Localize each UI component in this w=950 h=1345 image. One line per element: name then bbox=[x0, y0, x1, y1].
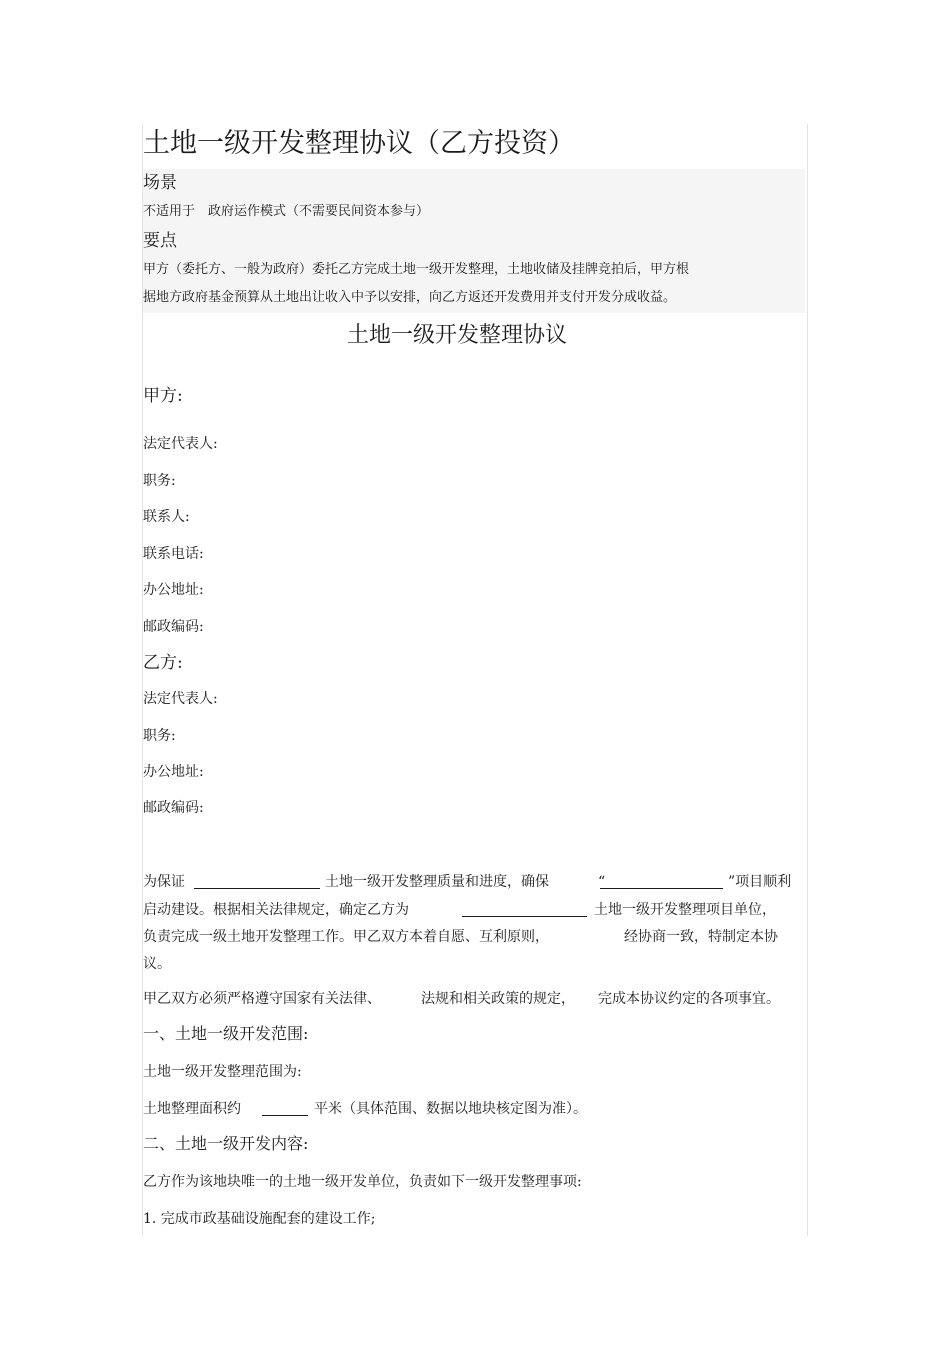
party-b-postcode: 邮政编码: bbox=[143, 800, 204, 816]
scene-heading: 场景 bbox=[143, 173, 177, 193]
party-a-legal-rep: 法定代表人: bbox=[143, 436, 218, 452]
points-heading: 要点 bbox=[143, 231, 177, 251]
compliance-text: 完成本协议约定的各项事宜。 bbox=[598, 991, 780, 1007]
section-1-heading: 一、土地一级开发范围: bbox=[143, 1024, 309, 1043]
intro-text: 经协商一致，特制定本协 bbox=[624, 929, 778, 945]
intro-text: “ bbox=[598, 874, 606, 890]
party-a-phone: 联系电话: bbox=[143, 546, 204, 562]
blank-project-title bbox=[600, 874, 723, 889]
party-a-address: 办公地址: bbox=[143, 582, 204, 598]
party-b-title: 职务: bbox=[143, 728, 176, 744]
agreement-title: 土地一级开发整理协议 bbox=[346, 323, 567, 348]
compliance-text: 甲乙双方必须严格遵守国家有关法律、 bbox=[143, 991, 381, 1007]
document-title: 土地一级开发整理协议（乙方投资） bbox=[143, 128, 575, 159]
party-b-legal-rep: 法定代表人: bbox=[143, 691, 218, 707]
party-a-heading: 甲方: bbox=[143, 386, 183, 406]
party-a-contact: 联系人: bbox=[143, 509, 190, 525]
scene-text: 不适用于 政府运作模式（不需要民间资本参与） bbox=[143, 204, 430, 219]
intro-text: 启动建设。根据相关法律规定，确定乙方为 bbox=[143, 902, 409, 918]
party-b-address: 办公地址: bbox=[143, 764, 204, 780]
compliance-text: 法规和相关政策的规定， bbox=[421, 991, 575, 1007]
section-1-area: 土地整理面积约 bbox=[143, 1101, 241, 1117]
party-a-postcode: 邮政编码: bbox=[143, 619, 204, 635]
intro-text: 为保证 bbox=[143, 874, 185, 890]
blank-project-name bbox=[194, 874, 320, 889]
intro-text: 土地一级开发整理项目单位， bbox=[594, 902, 776, 918]
intro-text: 议。 bbox=[143, 956, 171, 972]
section-1-area-unit: 平米（具体范围、数据以地块核定图为准）。 bbox=[314, 1101, 587, 1117]
party-a-title: 职务: bbox=[143, 473, 176, 489]
intro-text: ”项目顺利 bbox=[728, 874, 792, 890]
points-line-2: 据地方政府基金预算从土地出让收入中予以安排，向乙方返还开发费用并支付开发分成收益。 bbox=[143, 290, 677, 305]
section-2-text: 乙方作为该地块唯一的土地一级开发单位，负责如下一级开发整理事项: bbox=[143, 1174, 582, 1190]
section-1-text: 土地一级开发整理范围为: bbox=[143, 1064, 302, 1080]
section-2-heading: 二、土地一级开发内容: bbox=[143, 1134, 309, 1153]
blank-area bbox=[262, 1101, 308, 1116]
intro-text: 负责完成一级土地开发整理工作。甲乙双方本着自愿、互利原则， bbox=[143, 929, 549, 945]
party-b-heading: 乙方: bbox=[143, 653, 183, 673]
section-2-item-1: 1. 完成市政基础设施配套的建设工作; bbox=[143, 1211, 376, 1227]
points-line-1: 甲方（委托方、一般为政府）委托乙方完成土地一级开发整理，土地收储及挂牌竞拍后，甲方根 bbox=[143, 262, 690, 277]
intro-text: 土地一级开发整理质量和进度，确保 bbox=[325, 874, 549, 890]
blank-unit-name bbox=[462, 902, 587, 917]
